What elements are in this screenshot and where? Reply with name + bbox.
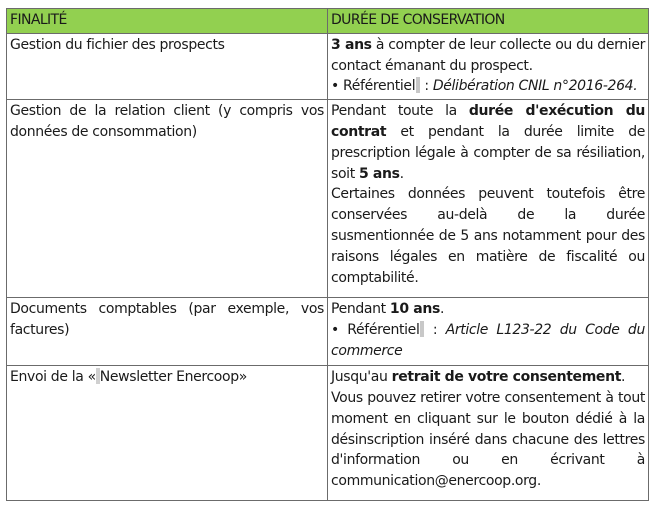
- document-page: [6, 8, 648, 501]
- documents-text-b: .: [439, 301, 445, 318]
- relation-client-text-a: Pendant toute la: [331, 103, 469, 120]
- table-row: [7, 366, 649, 501]
- relation-client-text-c: .: [399, 165, 404, 182]
- newsletter-text-a: Jusqu'au: [331, 369, 392, 386]
- newsletter-duration-text: [331, 367, 645, 388]
- relation-client-duration-bold: durée d'exécution du contrat: [331, 103, 645, 140]
- prospects-duration-text: [331, 35, 645, 77]
- reference-label: • Référentiel: [331, 78, 416, 95]
- newsletter-note: Vous pouvez retirer votre consentement à tout moment en cliquant sur le bouton dédié à la désinscription inséré dans chacune des lettres d'information ou en écrivant à communication@enercoop.org.: [331, 389, 645, 490]
- reference-value: Article L123-22 du Code du commerce: [331, 321, 645, 359]
- retention-table: [6, 8, 649, 501]
- row-newsletter-finalite: [7, 366, 328, 501]
- relation-client-duration-value: 5 ans: [358, 165, 400, 182]
- documents-text-a: Pendant: [331, 301, 390, 318]
- documents-duration-value: 10 ans: [389, 301, 440, 318]
- table-header-row: [7, 9, 649, 34]
- documents-duration-text: [331, 299, 645, 320]
- reference-label: • Référentiel: [331, 321, 420, 338]
- row-relation-client-finalite: Gestion de la relation client (y compris vos données de consommation): [7, 100, 328, 298]
- row-documents-finalite: Documents comptables (par exemple, vos factures): [7, 298, 328, 366]
- reference-value: Délibération CNIL n°2016-264.: [432, 78, 638, 95]
- newsletter-text-b: .: [621, 369, 626, 386]
- relation-client-text-b: et pendant la durée limite de prescription légale à compter de sa résiliation, soit: [331, 123, 645, 182]
- row-prospects-duree: [328, 33, 649, 99]
- table-row: [7, 100, 649, 298]
- table-row: [7, 298, 649, 366]
- newsletter-label-a: Envoi de la «: [10, 369, 96, 386]
- relation-client-duration-text: [331, 101, 645, 184]
- prospects-duration-detail: à compter de leur collecte ou du dernier contact émanant du prospect.: [331, 36, 645, 74]
- table-row: [7, 33, 649, 99]
- prospects-duration-value: 3 ans: [331, 36, 372, 53]
- documents-reference: [331, 320, 645, 362]
- header-duree: DURÉE DE CONSERVATION: [328, 9, 649, 34]
- row-relation-client-duree: [328, 100, 649, 298]
- text-cursor-mark: [420, 321, 424, 337]
- relation-client-note: Certaines données peuvent toutefois être conservées au-delà de la durée susmentionnée de 5 ans notamment pour des raisons légales en matière de fiscalité ou comptabilité.: [331, 186, 645, 286]
- reference-separator: :: [420, 78, 433, 95]
- header-finalite: FINALITÉ: [7, 9, 328, 34]
- row-prospects-finalite: Gestion du fichier des prospects: [7, 33, 328, 99]
- newsletter-duration-bold: retrait de votre consentement: [391, 369, 622, 386]
- row-newsletter-duree: [328, 366, 649, 501]
- prospects-reference: [331, 76, 645, 97]
- newsletter-label-b: Newsletter Enercoop»: [99, 369, 247, 386]
- row-documents-duree: [328, 298, 649, 366]
- reference-separator: :: [424, 321, 446, 338]
